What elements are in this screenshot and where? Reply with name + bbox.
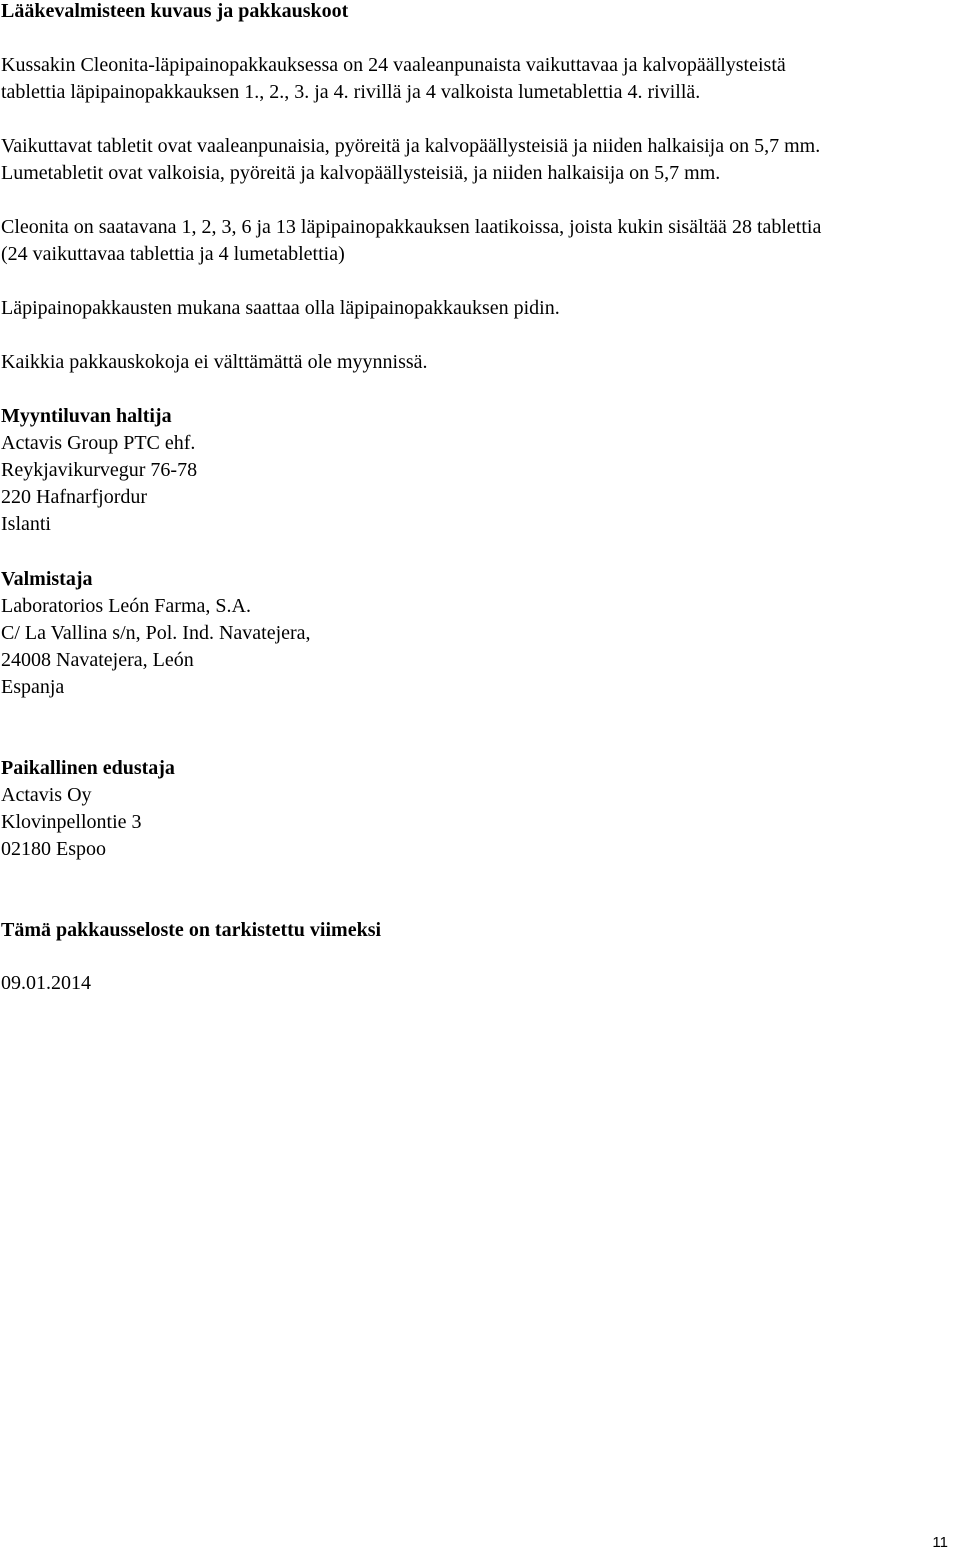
revision-heading: Tämä pakkausseloste on tarkistettu viimeksi: [1, 919, 382, 941]
local-representative-heading: Paikallinen edustaja: [1, 757, 175, 779]
address-line: Laboratorios León Farma, S.A.: [1, 595, 251, 617]
address-line: Islanti: [1, 513, 51, 535]
description-paragraph-3: [1, 214, 957, 268]
paragraph-line: tablettia läpipainopakkauksen 1., 2., 3. ja 4. rivillä ja 4 valkoista lumetablettia 4. rivillä.: [1, 81, 701, 103]
address-line: Espanja: [1, 676, 65, 698]
paragraph-line: Vaikuttavat tabletit ovat vaaleanpunaisia, pyöreitä ja kalvopäällysteisiä ja niiden halkaisija on 5,7 mm.: [1, 135, 821, 157]
address-line: 220 Hafnarfjordur: [1, 486, 148, 508]
paragraph-line: (24 vaikuttavaa tablettia ja 4 lumetablettia): [1, 243, 345, 265]
paragraph-line: Kaikkia pakkauskokoja ei välttämättä ole myynnissä.: [1, 351, 428, 373]
manufacturer-section: [1, 566, 957, 701]
description-paragraph-4: [1, 295, 957, 322]
address-line: Klovinpellontie 3: [1, 811, 142, 833]
description-paragraph-5: [1, 349, 957, 376]
page-number: 11: [932, 1534, 948, 1551]
paragraph-line: Lumetabletit ovat valkoisia, pyöreitä ja kalvopäällysteisiä, ja niiden halkaisija on 5,7 mm.: [1, 162, 721, 184]
paragraph-line: Kussakin Cleonita-läpipainopakkauksessa on 24 vaaleanpunaista vaikuttavaa ja kalvopäällysteistä: [1, 54, 786, 76]
paragraph-line: Cleonita on saatavana 1, 2, 3, 6 ja 13 läpipainopakkauksen laatikoissa, joista kukin sisältää 28 tablettia: [1, 216, 822, 238]
address-line: Actavis Group PTC ehf.: [1, 432, 196, 454]
description-heading: Lääkevalmisteen kuvaus ja pakkauskoot: [1, 0, 349, 22]
revision-heading-block: [1, 917, 957, 944]
revision-date-block: [1, 970, 957, 997]
marketing-holder-heading: Myyntiluvan haltija: [1, 405, 172, 427]
local-representative-section: [1, 755, 957, 863]
address-line: 02180 Espoo: [1, 838, 106, 860]
address-line: 24008 Navatejera, León: [1, 649, 194, 671]
address-line: C/ La Vallina s/n, Pol. Ind. Navatejera,: [1, 622, 311, 644]
manufacturer-heading: Valmistaja: [1, 568, 93, 590]
paragraph-line: Läpipainopakkausten mukana saattaa olla läpipainopakkauksen pidin.: [1, 297, 560, 319]
address-line: Reykjavikurvegur 76-78: [1, 459, 198, 481]
description-paragraph-1: [1, 52, 957, 106]
revision-date: 09.01.2014: [1, 972, 91, 994]
marketing-holder-section: [1, 403, 957, 538]
description-paragraph-2: [1, 133, 957, 187]
address-line: Actavis Oy: [1, 784, 92, 806]
description-heading-block: [1, 0, 957, 25]
